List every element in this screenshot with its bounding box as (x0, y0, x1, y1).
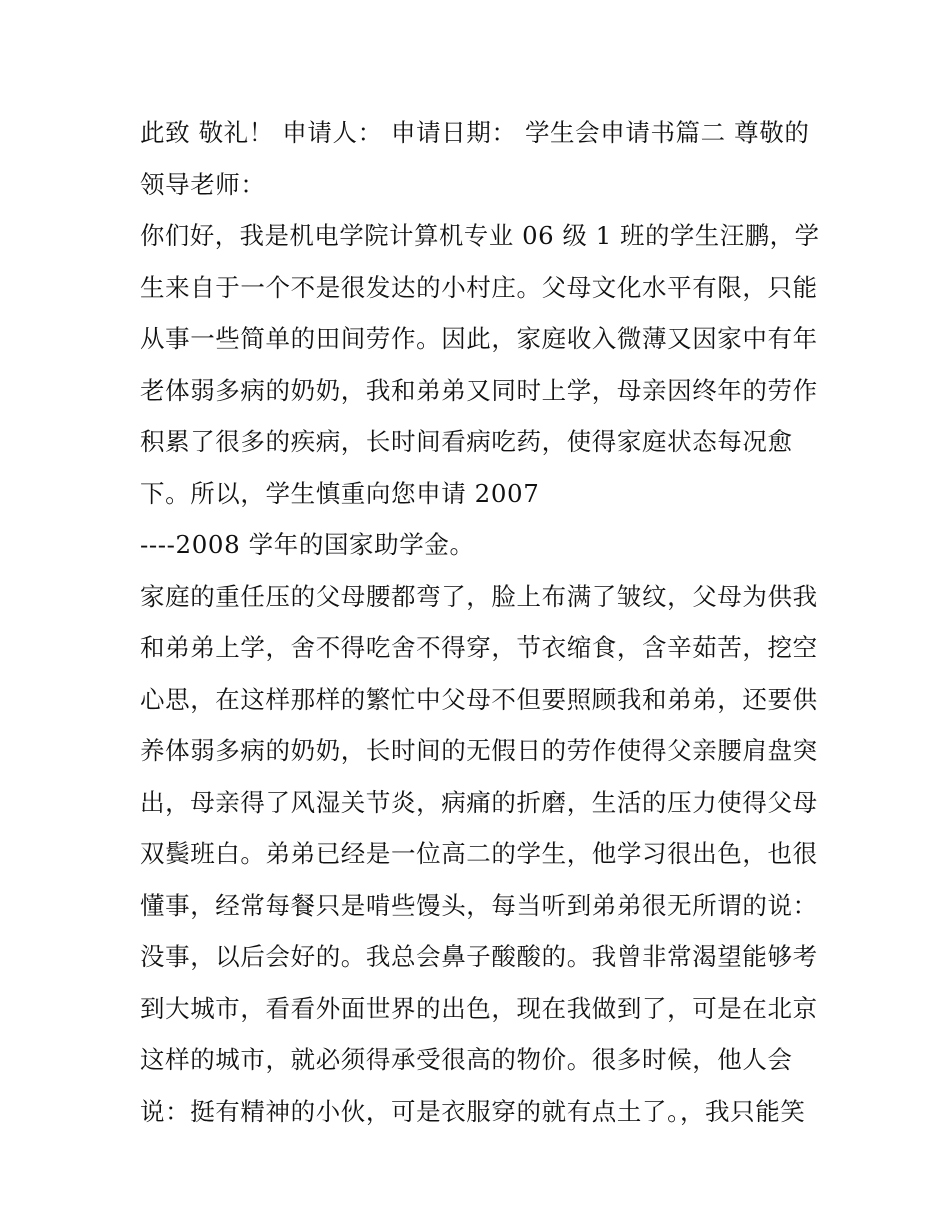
text-line: 家庭的重任压的父母腰都弯了，脸上布满了皱纹，父母为供我 (140, 581, 818, 611)
text-line: 养体弱多病的奶奶，长时间的无假日的劳作使得父亲腰肩盘突 (140, 736, 818, 765)
text-line: 这样的城市，就必须得承受很高的物价。很多时候，他人会 (140, 1045, 793, 1074)
text-line: 积累了很多的疾病，长时间看病吃药，使得家庭状态每况愈 (140, 427, 793, 456)
text-line: 老体弱多病的奶奶，我和弟弟又同时上学，母亲因终年的劳作 (140, 375, 818, 405)
text-line: 下。所以，学生慎重向您申请 2007 (140, 478, 540, 508)
text-line: 说：挺有精神的小伙，可是衣服穿的就有点土了。，我只能笑 (140, 1096, 806, 1126)
text-line: 出，母亲得了风湿关节炎，病痛的折磨，生活的压力使得父母 (140, 787, 818, 817)
text-line: 生来自于一个不是很发达的小村庄。父母文化水平有限，只能 (140, 272, 818, 302)
text-line: 领导老师： (140, 169, 266, 199)
text-line: 和弟弟上学，舍不得吃舍不得穿，节衣缩食，含辛茹苦，挖空 (140, 633, 818, 662)
text-line: 到大城市，看看外面世界的出色，现在我做到了，可是在北京 (140, 993, 818, 1023)
text-line: 从事一些简单的田间劳作。因此，家庭收入微薄又因家中有年 (140, 324, 818, 353)
text-line: 懂事，经常每餐只是啃些馒头，每当听到弟弟很无所谓的说： (140, 890, 818, 920)
text-line: ----2008 学年的国家助学金。 (140, 530, 475, 559)
text-line: 你们好，我是机电学院计算机专业 06 级 1 班的学生汪鹏，学 (140, 221, 820, 250)
text-line: 双鬓班白。弟弟已经是一位高二的学生，他学习很出色，也很 (140, 839, 818, 868)
text-line: 没事，以后会好的。我总会鼻子酸酸的。我曾非常渴望能够考 (140, 942, 818, 971)
body-text (140, 107, 820, 1137)
text-line: 此致 敬礼！ 申请人： 申请日期： 学生会申请书篇二 尊敬的 (140, 118, 810, 147)
text-line: 心思，在这样那样的繁忙中父母不但要照顾我和弟弟，还要供 (140, 684, 818, 714)
